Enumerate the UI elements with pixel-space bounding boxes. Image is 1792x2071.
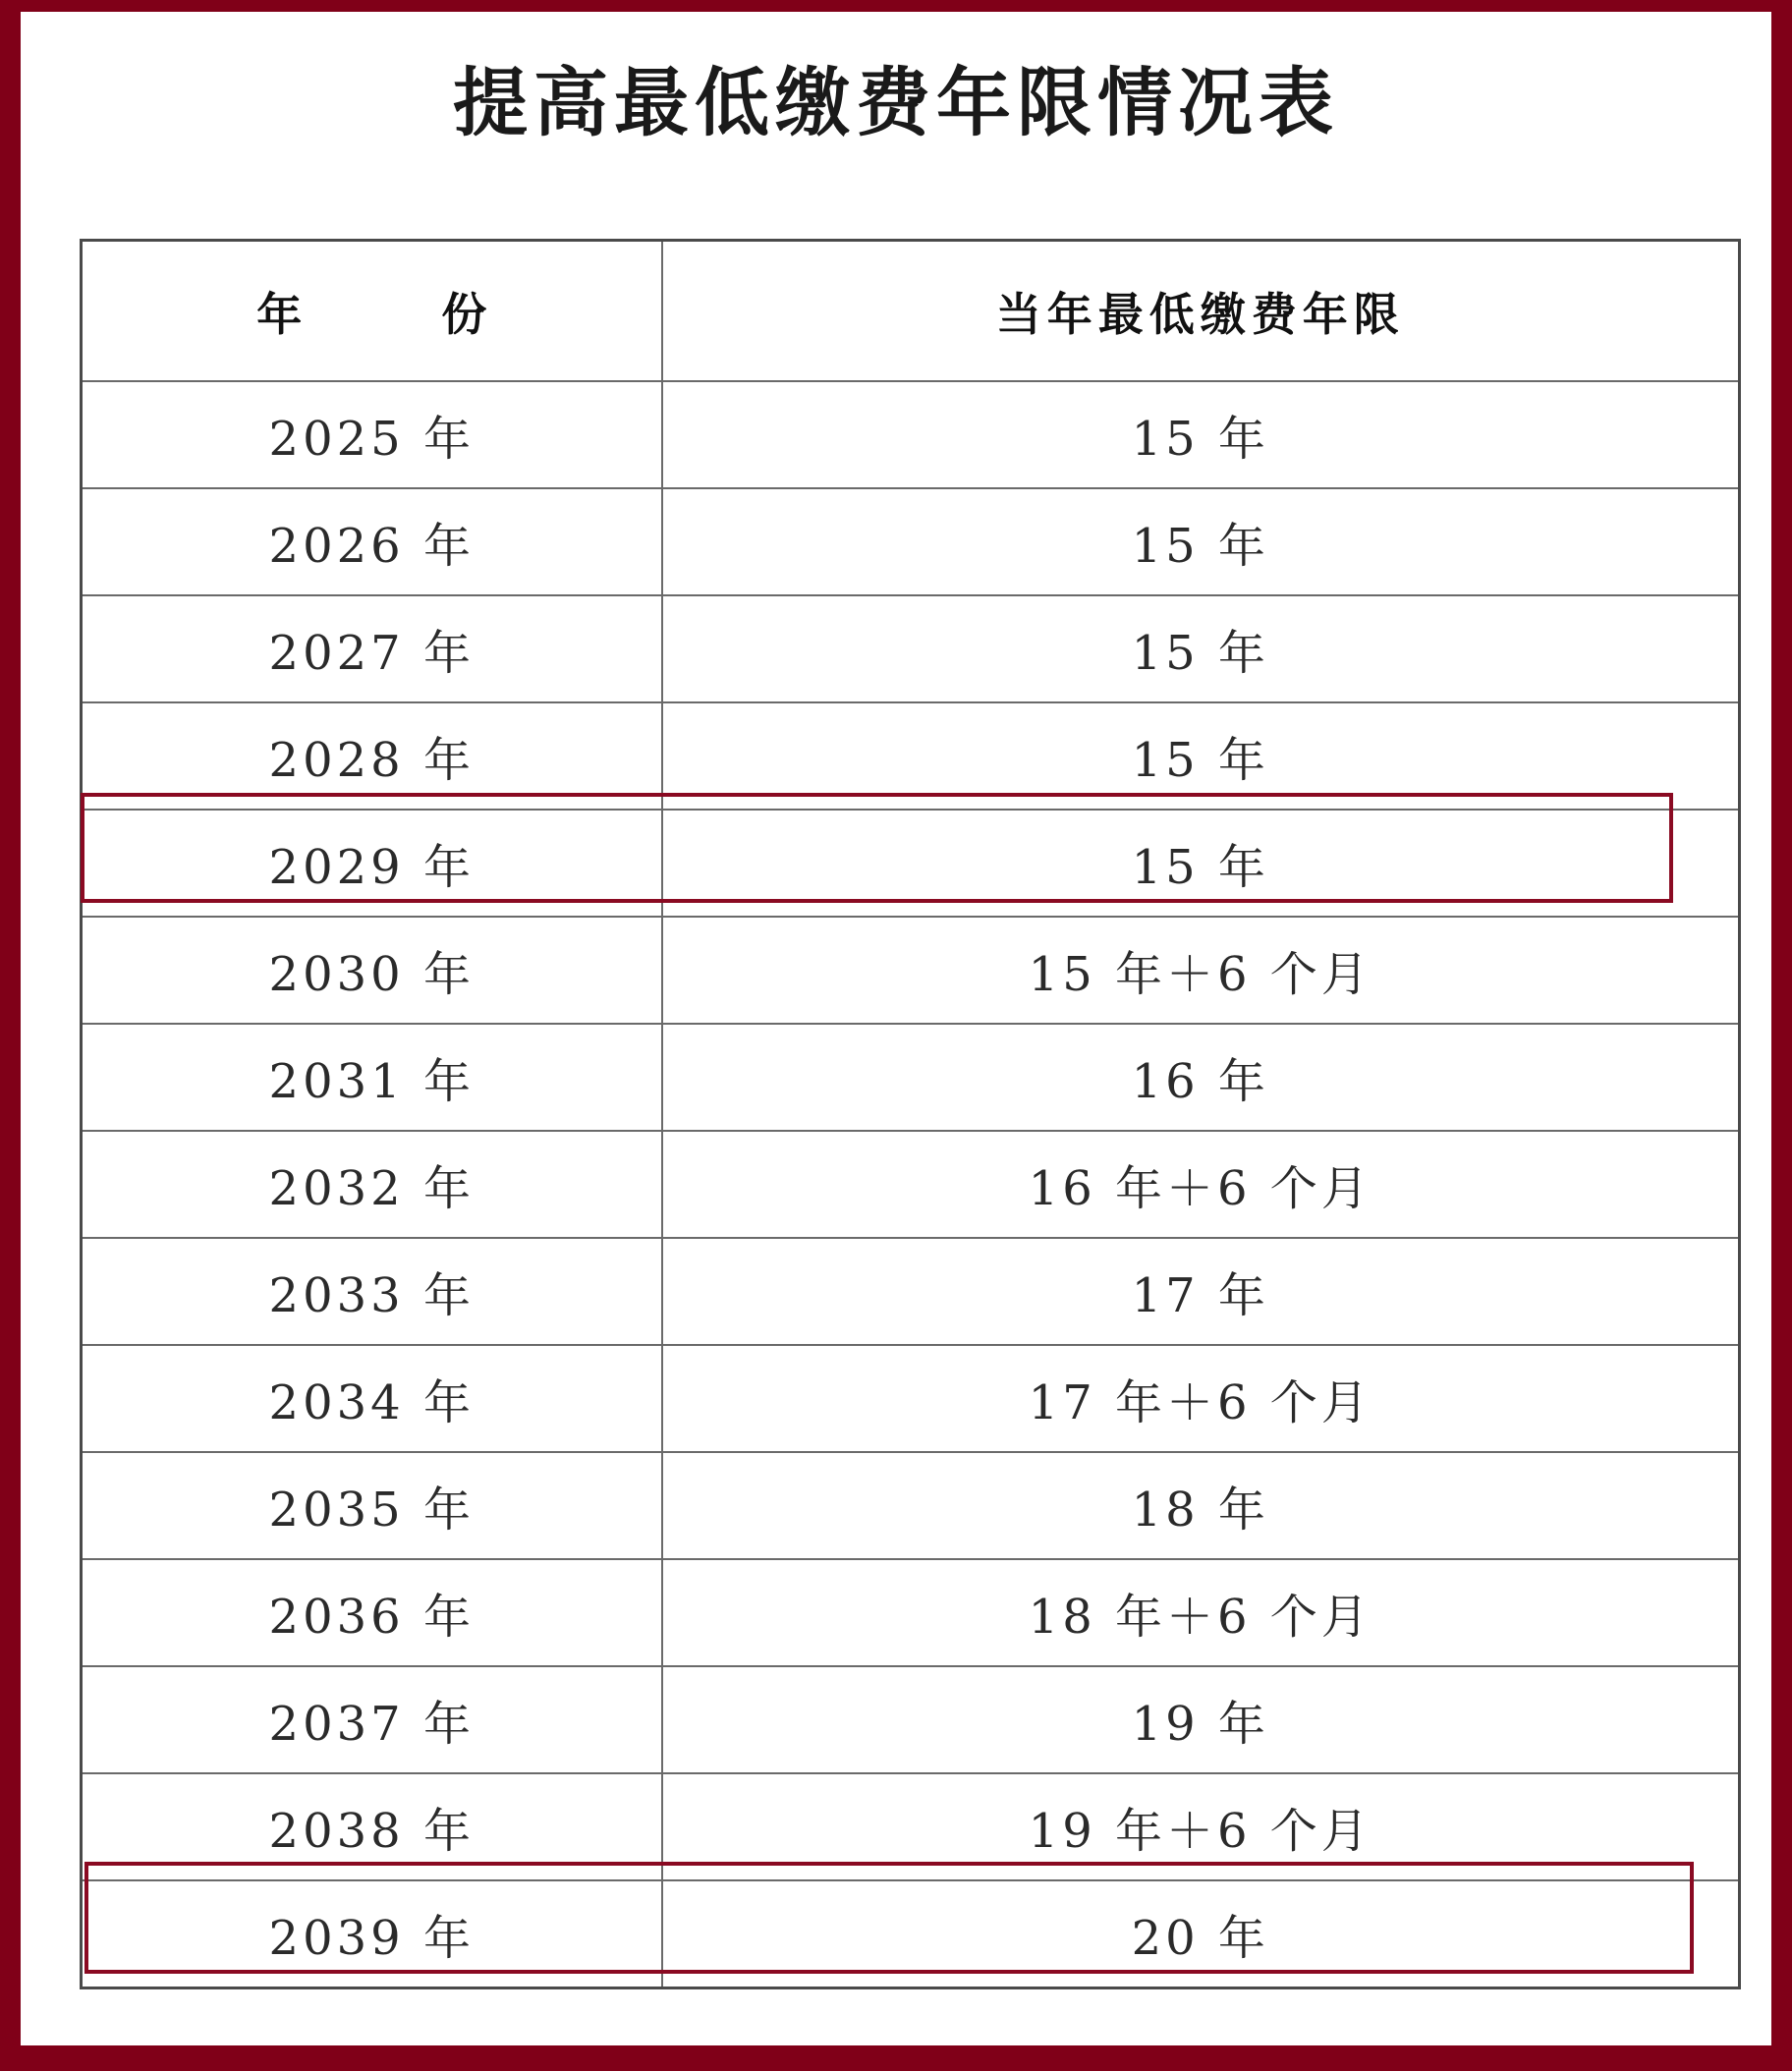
year-cell: 2037 年 [82, 1666, 662, 1773]
min-years-cell: 17 年 [662, 1238, 1740, 1345]
min-years-cell: 19 年 [662, 1666, 1740, 1773]
min-contribution-years-table [80, 239, 1741, 1989]
table-row [82, 1452, 1740, 1559]
table-row [82, 595, 1740, 702]
table-container [80, 239, 1738, 1989]
column-header-min-years: 当年最低缴费年限 [662, 241, 1740, 382]
min-years-cell: 15 年 [662, 702, 1740, 810]
year-cell: 2033 年 [82, 1238, 662, 1345]
min-years-cell: 18 年＋6 个月 [662, 1559, 1740, 1666]
table-header-row [82, 241, 1740, 382]
table-row [82, 1559, 1740, 1666]
min-years-cell: 17 年＋6 个月 [662, 1345, 1740, 1452]
min-years-cell: 15 年 [662, 810, 1740, 917]
table-row [82, 1345, 1740, 1452]
table-row [82, 810, 1740, 917]
min-years-cell: 20 年 [662, 1880, 1740, 1988]
table-row [82, 1131, 1740, 1238]
min-years-cell: 18 年 [662, 1452, 1740, 1559]
year-cell: 2030 年 [82, 917, 662, 1024]
min-years-cell: 16 年＋6 个月 [662, 1131, 1740, 1238]
min-years-cell: 19 年＋6 个月 [662, 1773, 1740, 1880]
year-cell: 2029 年 [82, 810, 662, 917]
document-page [21, 12, 1771, 2045]
year-cell: 2028 年 [82, 702, 662, 810]
year-cell: 2038 年 [82, 1773, 662, 1880]
table-row [82, 1238, 1740, 1345]
min-years-cell: 15 年 [662, 381, 1740, 488]
column-header-year: 年 份 [82, 241, 662, 382]
table-row [82, 702, 1740, 810]
min-years-cell: 15 年＋6 个月 [662, 917, 1740, 1024]
year-cell: 2026 年 [82, 488, 662, 595]
table-row [82, 488, 1740, 595]
year-cell: 2036 年 [82, 1559, 662, 1666]
table-row [82, 1666, 1740, 1773]
table-row [82, 1880, 1740, 1988]
year-cell: 2035 年 [82, 1452, 662, 1559]
year-cell: 2031 年 [82, 1024, 662, 1131]
table-row [82, 917, 1740, 1024]
min-years-cell: 15 年 [662, 488, 1740, 595]
table-row [82, 381, 1740, 488]
year-cell: 2025 年 [82, 381, 662, 488]
year-cell: 2032 年 [82, 1131, 662, 1238]
year-cell: 2034 年 [82, 1345, 662, 1452]
min-years-cell: 16 年 [662, 1024, 1740, 1131]
min-years-cell: 15 年 [662, 595, 1740, 702]
table-row [82, 1773, 1740, 1880]
page-title: 提高最低缴费年限情况表 [453, 59, 1339, 146]
year-cell: 2027 年 [82, 595, 662, 702]
table-row [82, 1024, 1740, 1131]
year-cell: 2039 年 [82, 1880, 662, 1988]
